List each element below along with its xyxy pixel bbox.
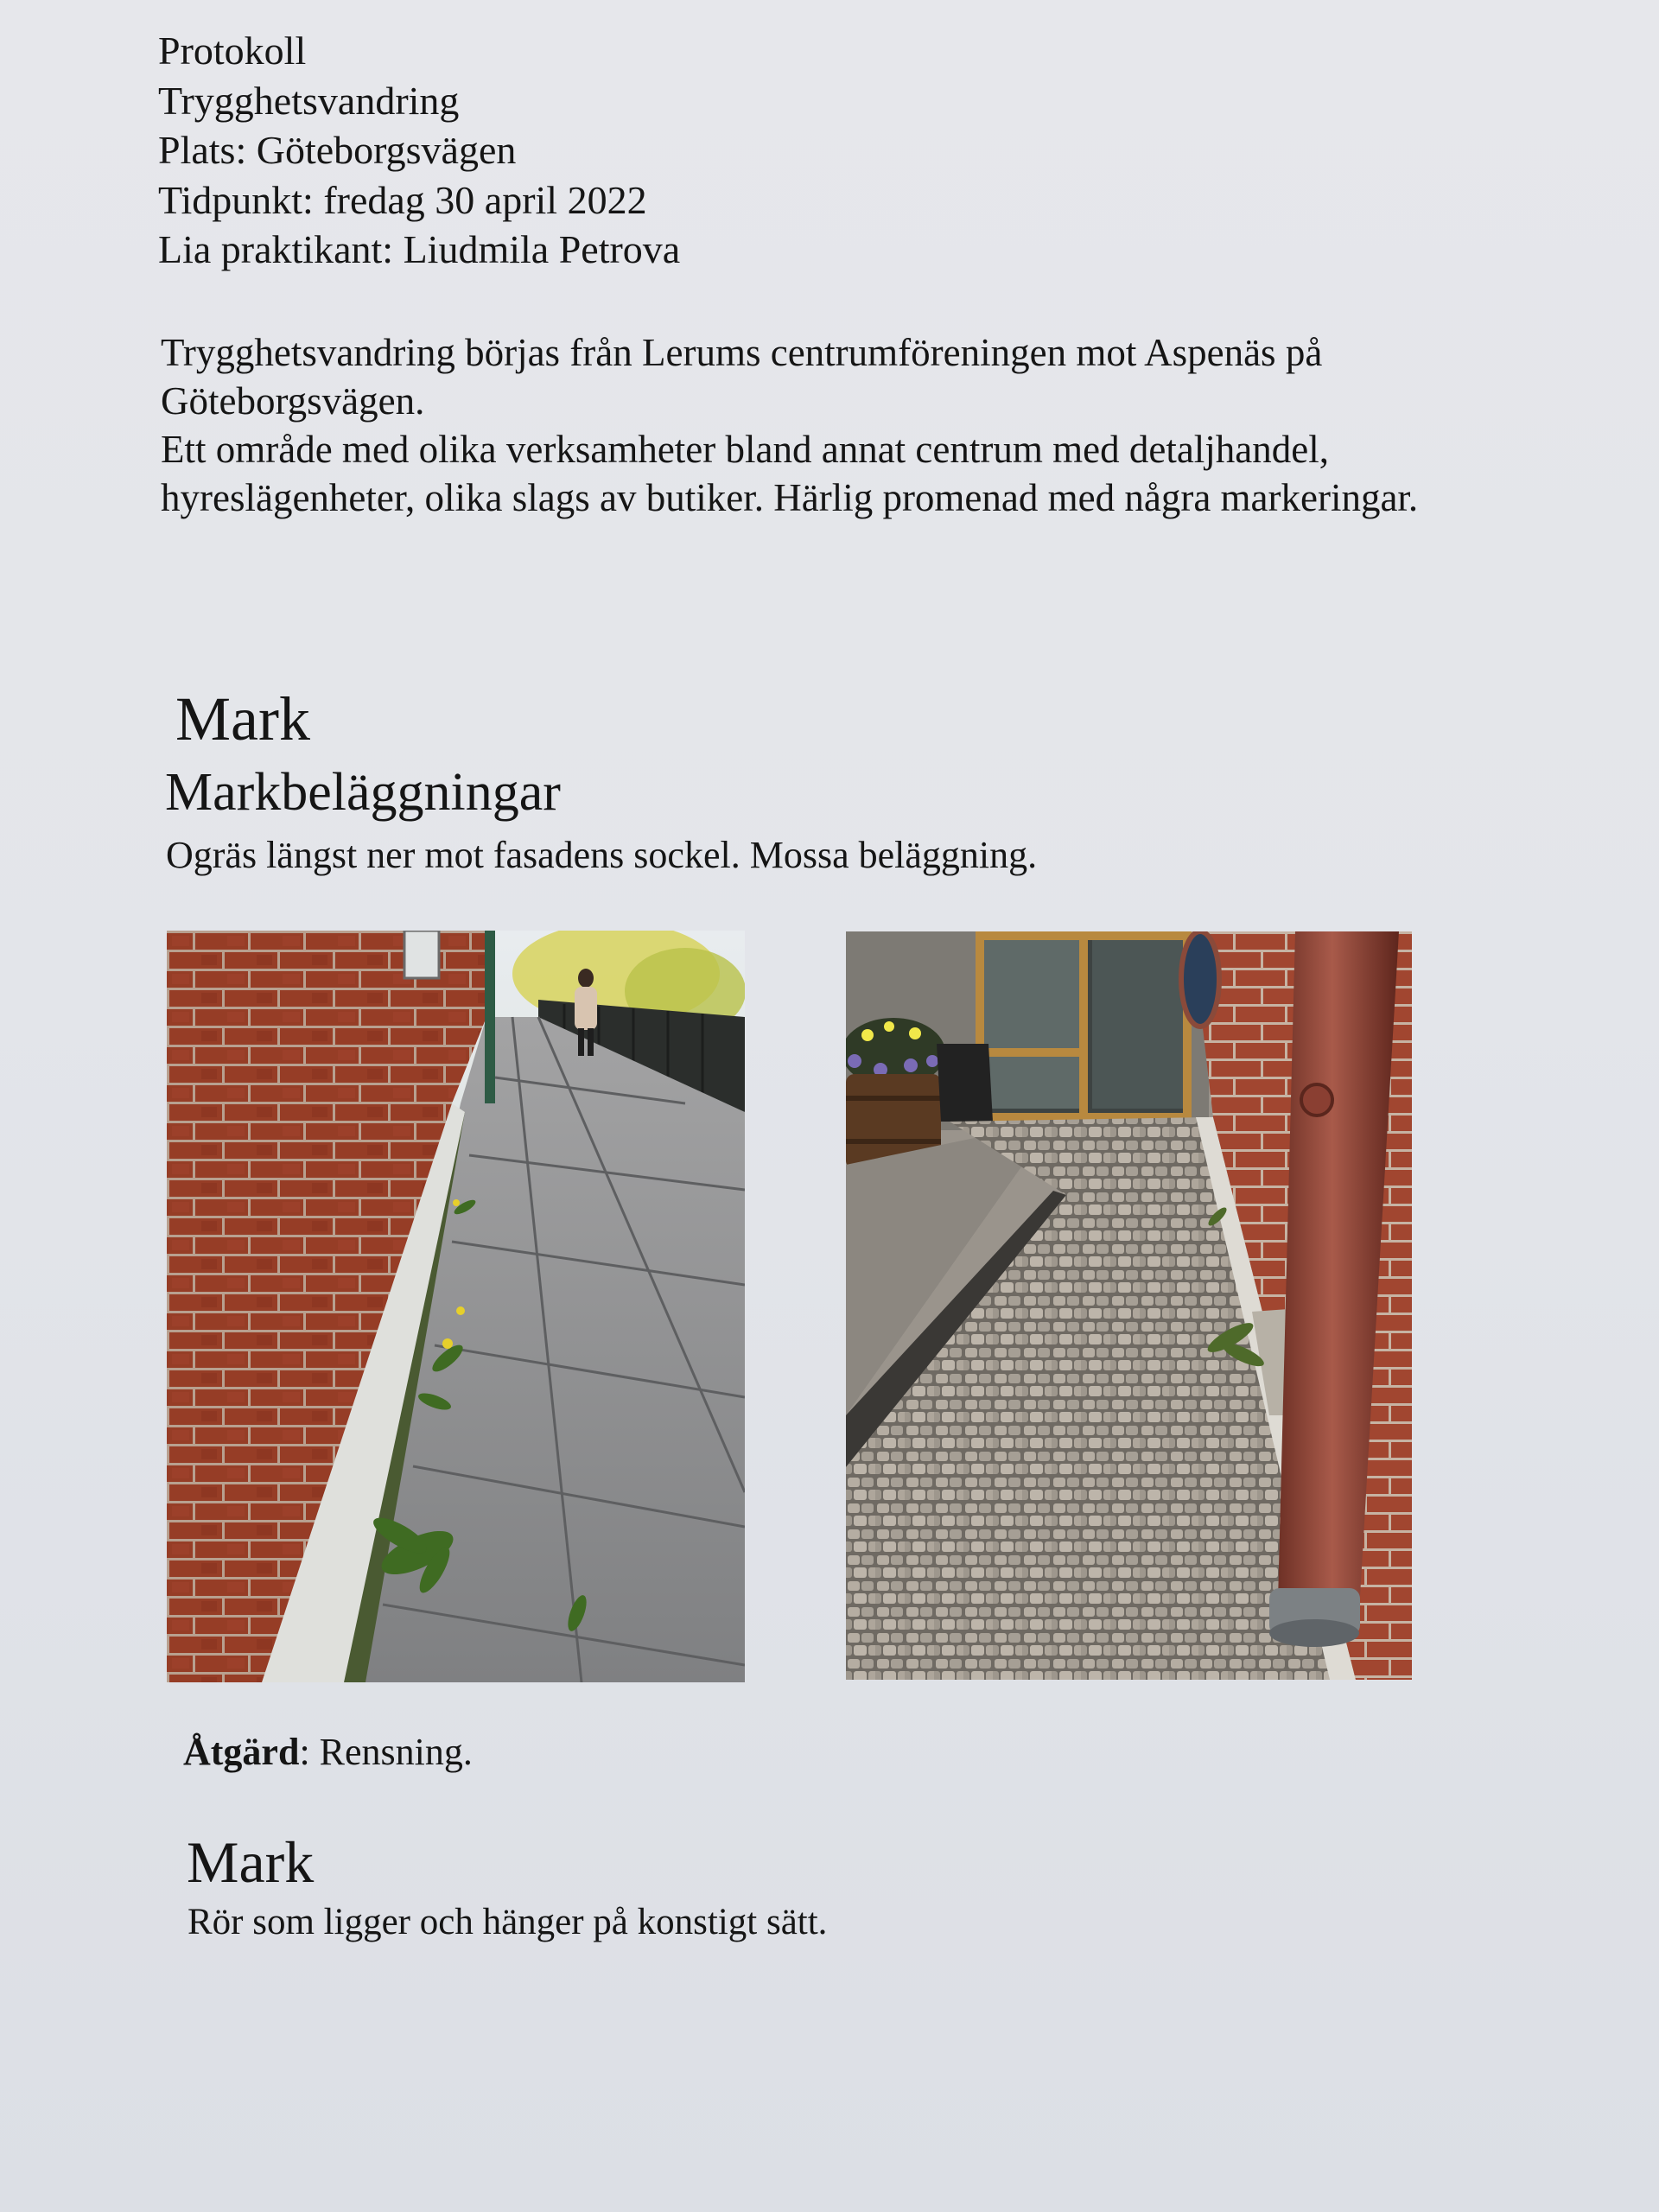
section2-description: Rör som ligger och hänger på konstigt sätt.: [188, 1902, 828, 1942]
action-label: Åtgärd: [183, 1731, 300, 1773]
section-heading-mark: Mark: [175, 684, 310, 753]
intro-paragraph-2: Ett område med olika verksamheter bland annat centrum med detaljhandel, hyreslägenheter, olika slags av butiker. Härlig promenad med några markeringar.: [161, 428, 1419, 519]
author-line: Lia praktikant: Liudmila Petrova: [158, 227, 681, 271]
section2-heading-mark: Mark: [187, 1829, 315, 1895]
document-type: Protokoll: [158, 29, 307, 73]
sidewalk-weeds-photo: [167, 931, 745, 1682]
intro-paragraph-1: Trygghetsvandring börjas från Lerums centrumföreningen mot Aspenäs på Göteborgsvägen.: [161, 331, 1323, 423]
protocol-header: [158, 26, 680, 275]
action-line: [183, 1728, 473, 1777]
action-text: : Rensning.: [299, 1731, 473, 1773]
intro-text: [161, 328, 1509, 522]
location-line: Plats: Göteborgsvägen: [158, 128, 517, 172]
document-title: Trygghetsvandring: [158, 78, 460, 123]
section-description: Ogräs längst ner mot fasadens sockel. Mossa beläggning.: [166, 834, 1038, 876]
date-line: Tidpunkt: fredag 30 april 2022: [158, 177, 647, 222]
section-subheading: Markbeläggningar: [165, 763, 561, 822]
leaning-pipe-photo: [846, 931, 1412, 1680]
